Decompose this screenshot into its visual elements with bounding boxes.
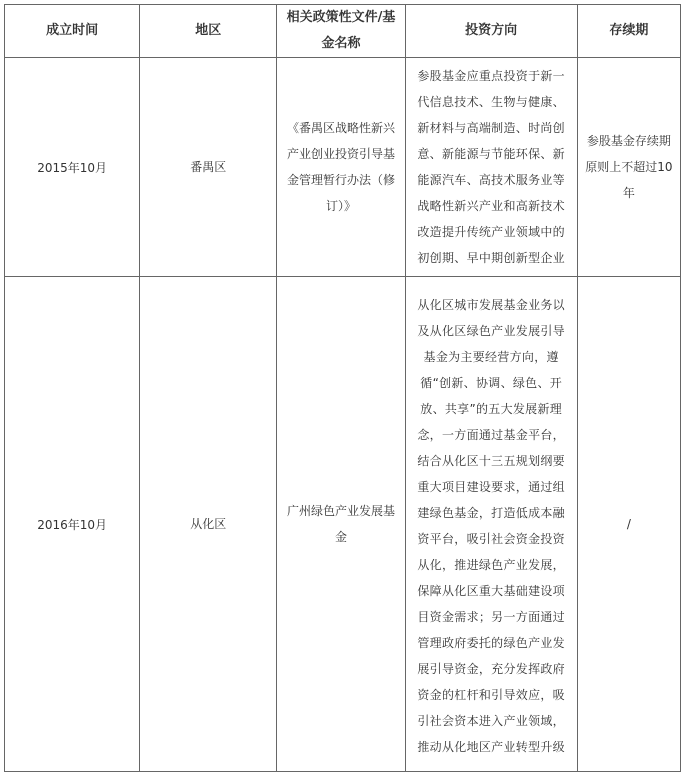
- cell-term: 参股基金存续期原则上不超过10年: [577, 58, 680, 277]
- cell-term: /: [577, 277, 680, 772]
- header-document: [277, 5, 405, 58]
- cell-region: 从化区: [140, 277, 277, 772]
- header-date: 成立时间: [5, 5, 140, 58]
- cell-region: 番禺区: [140, 58, 277, 277]
- table-row: [5, 58, 681, 277]
- cell-date: 2016年10月: [5, 277, 140, 772]
- cell-date: 2015年10月: [5, 58, 140, 277]
- header-direction: 投资方向: [405, 5, 577, 58]
- cell-direction: 从化区城市发展基金业务以及从化区绿色产业发展引导基金为主要经营方向，遵循“创新、协调、绿色、开放、共享”的五大发展新理念，一方面通过基金平台，结合从化区十三五规划纲要重大项目建设要求，通过组建绿色基金，打造低成本融资平台，吸引社会资金投资从化，推进绿色产业发展，保障从化区重大基础建设项目资金需求；另一方面通过管理政府委托的绿色产业发展引导资金，充分发挥政府资金的杠杆和引导效应，吸引社会资本进入产业领域，推动从化地区产业转型升级: [405, 277, 577, 772]
- cell-document: 广州绿色产业发展基金: [277, 277, 405, 772]
- policy-table: [4, 4, 681, 772]
- cell-document: 《番禺区战略性新兴产业创业投资引导基金管理暂行办法（修订）》: [277, 58, 405, 277]
- header-document-label: 相关政策性文件/基金名称: [286, 10, 396, 51]
- header-region: 地区: [140, 5, 277, 58]
- table-row: [5, 277, 681, 772]
- cell-direction: 参股基金应重点投资于新一代信息技术、生物与健康、新材料与高端制造、时尚创意、新能源与节能环保、新能源汽车、高技术服务业等战略性新兴产业和高新技术改造提升传统产业领域中的初创期、早中期创新型企业: [405, 58, 577, 277]
- header-term: 存续期: [577, 5, 680, 58]
- table-header-row: [5, 5, 681, 58]
